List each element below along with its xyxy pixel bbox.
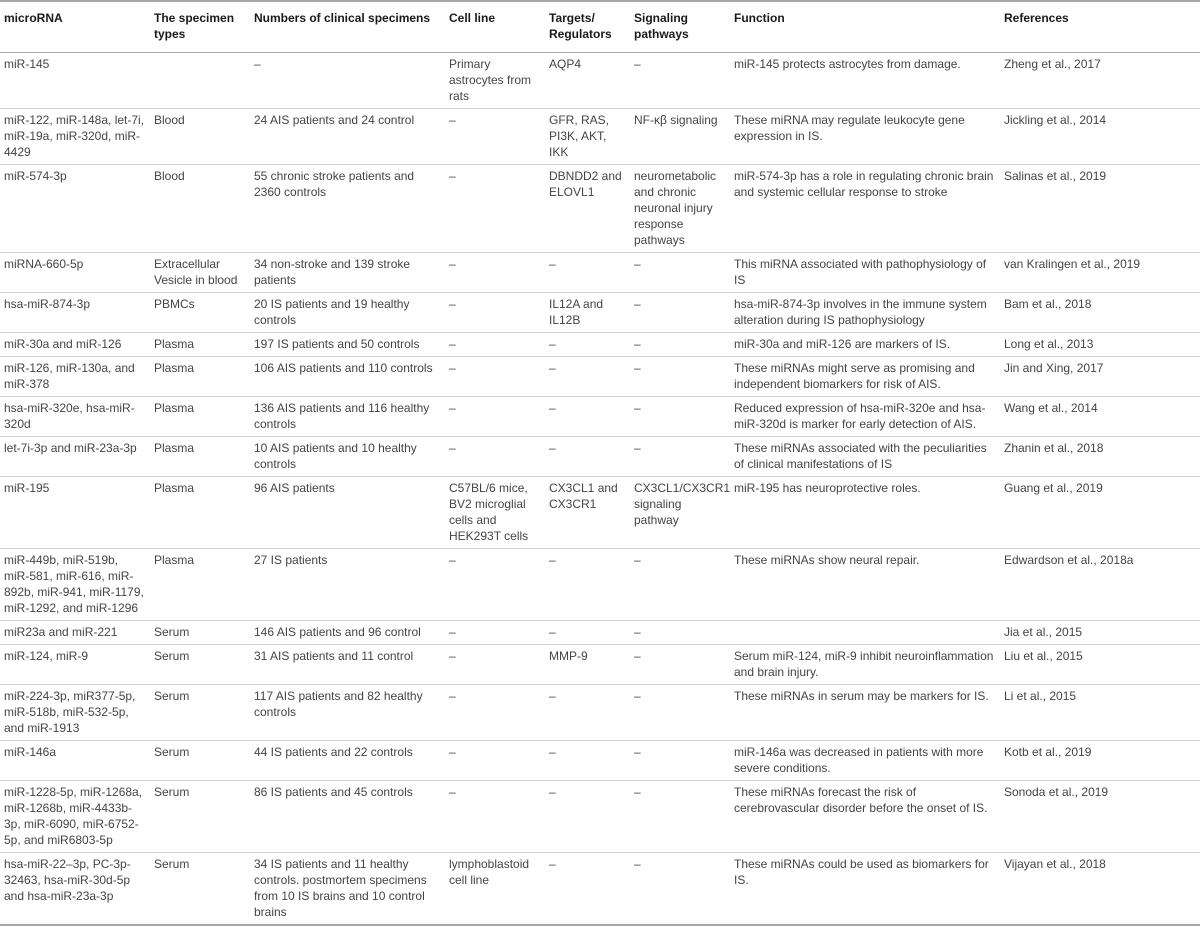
header-col-microrna: microRNA — [0, 1, 150, 53]
table-header-row — [0, 1, 1200, 53]
cell-col-clinical-specimens: 27 IS patients — [250, 549, 445, 621]
cell-col-signaling-pathways: – — [630, 397, 730, 437]
cell-col-references: Zhanin et al., 2018 — [1000, 437, 1200, 477]
cell-col-function: miR-146a was decreased in patients with more severe conditions. — [730, 741, 1000, 781]
cell-col-cell-line: – — [445, 253, 545, 293]
cell-col-specimen-types: Serum — [150, 741, 250, 781]
cell-col-specimen-types: Plasma — [150, 333, 250, 357]
cell-col-microrna: let-7i-3p and miR-23a-3p — [0, 437, 150, 477]
cell-col-clinical-specimens: 96 AIS patients — [250, 477, 445, 549]
cell-col-microrna: miR-195 — [0, 477, 150, 549]
cell-col-signaling-pathways: – — [630, 781, 730, 853]
cell-col-clinical-specimens: 34 IS patients and 11 healthy controls. postmortem specimens from 10 IS brains and 10 control brains — [250, 853, 445, 926]
cell-col-microrna: hsa-miR-874-3p — [0, 293, 150, 333]
cell-col-function: miR-195 has neuroprotective roles. — [730, 477, 1000, 549]
cell-col-targets-regulators: – — [545, 781, 630, 853]
cell-col-cell-line: – — [445, 293, 545, 333]
header-col-targets-regulators: Targets/ Regulators — [545, 1, 630, 53]
cell-col-microrna: miR-145 — [0, 53, 150, 109]
cell-col-cell-line: – — [445, 645, 545, 685]
cell-col-signaling-pathways: – — [630, 437, 730, 477]
cell-col-signaling-pathways: – — [630, 357, 730, 397]
cell-col-function: Serum miR-124, miR-9 inhibit neuroinflammation and brain injury. — [730, 645, 1000, 685]
cell-col-microrna: miR-574-3p — [0, 165, 150, 253]
cell-col-targets-regulators: IL12A and IL12B — [545, 293, 630, 333]
cell-col-cell-line: – — [445, 621, 545, 645]
cell-col-references: Sonoda et al., 2019 — [1000, 781, 1200, 853]
cell-col-clinical-specimens: 55 chronic stroke patients and 2360 controls — [250, 165, 445, 253]
table-row — [0, 477, 1200, 549]
cell-col-clinical-specimens: 24 AIS patients and 24 control — [250, 109, 445, 165]
cell-col-cell-line: – — [445, 549, 545, 621]
cell-col-specimen-types: Blood — [150, 109, 250, 165]
cell-col-cell-line: – — [445, 357, 545, 397]
cell-col-cell-line: – — [445, 437, 545, 477]
cell-col-references: Kotb et al., 2019 — [1000, 741, 1200, 781]
cell-col-cell-line: – — [445, 741, 545, 781]
cell-col-microrna: miR-224-3p, miR377-5p, miR-518b, miR-532-5p, and miR-1913 — [0, 685, 150, 741]
table-row — [0, 397, 1200, 437]
cell-col-specimen-types: Serum — [150, 621, 250, 645]
cell-col-targets-regulators: GFR, RAS, PI3K, AKT, IKK — [545, 109, 630, 165]
cell-col-clinical-specimens: 31 AIS patients and 11 control — [250, 645, 445, 685]
cell-col-references: van Kralingen et al., 2019 — [1000, 253, 1200, 293]
cell-col-function: These miRNAs associated with the peculiarities of clinical manifestations of IS — [730, 437, 1000, 477]
cell-col-specimen-types: Blood — [150, 165, 250, 253]
cell-col-microrna: miR-126, miR-130a, and miR-378 — [0, 357, 150, 397]
header-col-references: References — [1000, 1, 1200, 53]
table-body — [0, 53, 1200, 926]
table-row — [0, 741, 1200, 781]
cell-col-references: Jickling et al., 2014 — [1000, 109, 1200, 165]
cell-col-function: miR-145 protects astrocytes from damage. — [730, 53, 1000, 109]
cell-col-references: Wang et al., 2014 — [1000, 397, 1200, 437]
cell-col-specimen-types: PBMCs — [150, 293, 250, 333]
cell-col-microrna: miR-124, miR-9 — [0, 645, 150, 685]
cell-col-targets-regulators: – — [545, 549, 630, 621]
cell-col-clinical-specimens: 117 AIS patients and 82 healthy controls — [250, 685, 445, 741]
cell-col-targets-regulators: MMP-9 — [545, 645, 630, 685]
cell-col-function: These miRNAs in serum may be markers for IS. — [730, 685, 1000, 741]
cell-col-references: Zheng et al., 2017 — [1000, 53, 1200, 109]
cell-col-cell-line: – — [445, 397, 545, 437]
table-row — [0, 549, 1200, 621]
table-row — [0, 621, 1200, 645]
cell-col-signaling-pathways: neurometabolic and chronic neuronal injury response pathways — [630, 165, 730, 253]
table-row — [0, 109, 1200, 165]
cell-col-clinical-specimens: 146 AIS patients and 96 control — [250, 621, 445, 645]
cell-col-specimen-types: Serum — [150, 853, 250, 926]
cell-col-microrna: miR23a and miR-221 — [0, 621, 150, 645]
cell-col-specimen-types: Serum — [150, 781, 250, 853]
cell-col-signaling-pathways: – — [630, 333, 730, 357]
table-row — [0, 645, 1200, 685]
cell-col-specimen-types: Plasma — [150, 437, 250, 477]
cell-col-clinical-specimens: 136 AIS patients and 116 healthy controls — [250, 397, 445, 437]
cell-col-cell-line: – — [445, 109, 545, 165]
cell-col-function: These miRNAs could be used as biomarkers for IS. — [730, 853, 1000, 926]
cell-col-signaling-pathways: – — [630, 549, 730, 621]
cell-col-references: Guang et al., 2019 — [1000, 477, 1200, 549]
cell-col-specimen-types: Plasma — [150, 357, 250, 397]
cell-col-references: Liu et al., 2015 — [1000, 645, 1200, 685]
header-col-clinical-specimens: Numbers of clinical specimens — [250, 1, 445, 53]
cell-col-specimen-types: Serum — [150, 685, 250, 741]
cell-col-references: Long et al., 2013 — [1000, 333, 1200, 357]
cell-col-signaling-pathways: – — [630, 741, 730, 781]
cell-col-cell-line: Primary astrocytes from rats — [445, 53, 545, 109]
cell-col-targets-regulators: CX3CL1 and CX3CR1 — [545, 477, 630, 549]
table-row — [0, 781, 1200, 853]
cell-col-specimen-types: Plasma — [150, 549, 250, 621]
cell-col-targets-regulators: – — [545, 853, 630, 926]
cell-col-cell-line: – — [445, 165, 545, 253]
cell-col-targets-regulators: DBNDD2 and ELOVL1 — [545, 165, 630, 253]
cell-col-specimen-types: Plasma — [150, 477, 250, 549]
cell-col-signaling-pathways: – — [630, 621, 730, 645]
header-col-specimen-types: The specimen types — [150, 1, 250, 53]
cell-col-function: miR-30a and miR-126 are markers of IS. — [730, 333, 1000, 357]
cell-col-targets-regulators: – — [545, 333, 630, 357]
cell-col-function: These miRNA may regulate leukocyte gene expression in IS. — [730, 109, 1000, 165]
cell-col-specimen-types: Plasma — [150, 397, 250, 437]
cell-col-function: hsa-miR-874-3p involves in the immune system alteration during IS pathophysiology — [730, 293, 1000, 333]
cell-col-signaling-pathways: NF-κβ signaling — [630, 109, 730, 165]
cell-col-targets-regulators: – — [545, 621, 630, 645]
cell-col-references: Edwardson et al., 2018a — [1000, 549, 1200, 621]
cell-col-clinical-specimens: – — [250, 53, 445, 109]
cell-col-cell-line: C57BL/6 mice, BV2 microglial cells and HEK293T cells — [445, 477, 545, 549]
cell-col-targets-regulators: – — [545, 253, 630, 293]
cell-col-microrna: miR-146a — [0, 741, 150, 781]
cell-col-signaling-pathways: – — [630, 53, 730, 109]
cell-col-microrna: miR-449b, miR-519b, miR-581, miR-616, miR-892b, miR-941, miR-1179, miR-1292, and miR-1296 — [0, 549, 150, 621]
cell-col-function: This miRNA associated with pathophysiology of IS — [730, 253, 1000, 293]
header-col-function: Function — [730, 1, 1000, 53]
cell-col-clinical-specimens: 197 IS patients and 50 controls — [250, 333, 445, 357]
cell-col-clinical-specimens: 106 AIS patients and 110 controls — [250, 357, 445, 397]
cell-col-clinical-specimens: 34 non-stroke and 139 stroke patients — [250, 253, 445, 293]
cell-col-microrna: hsa-miR-320e, hsa-miR-320d — [0, 397, 150, 437]
table-row — [0, 253, 1200, 293]
cell-col-signaling-pathways: – — [630, 853, 730, 926]
cell-col-cell-line: lymphoblastoid cell line — [445, 853, 545, 926]
cell-col-function: miR-574-3p has a role in regulating chronic brain and systemic cellular response to stroke — [730, 165, 1000, 253]
cell-col-specimen-types: Serum — [150, 645, 250, 685]
cell-col-microrna: hsa-miR-22–3p, PC-3p-32463, hsa-miR-30d-5p and hsa-miR-23a-3p — [0, 853, 150, 926]
cell-col-signaling-pathways: – — [630, 293, 730, 333]
cell-col-specimen-types — [150, 53, 250, 109]
cell-col-targets-regulators: – — [545, 741, 630, 781]
cell-col-references: Li et al., 2015 — [1000, 685, 1200, 741]
cell-col-microrna: miR-1228-5p, miR-1268a, miR-1268b, miR-4433b-3p, miR-6090, miR-6752-5p, and miR6803-5p — [0, 781, 150, 853]
table-row — [0, 437, 1200, 477]
cell-col-clinical-specimens: 86 IS patients and 45 controls — [250, 781, 445, 853]
cell-col-function: Reduced expression of hsa-miR-320e and hsa-miR-320d is marker for early detection of AIS. — [730, 397, 1000, 437]
table-row — [0, 293, 1200, 333]
cell-col-references: Jia et al., 2015 — [1000, 621, 1200, 645]
cell-col-function: These miRNAs show neural repair. — [730, 549, 1000, 621]
cell-col-clinical-specimens: 20 IS patients and 19 healthy controls — [250, 293, 445, 333]
cell-col-targets-regulators: – — [545, 397, 630, 437]
header-col-signaling-pathways: Signaling pathways — [630, 1, 730, 53]
cell-col-references: Jin and Xing, 2017 — [1000, 357, 1200, 397]
cell-col-signaling-pathways: – — [630, 253, 730, 293]
cell-col-cell-line: – — [445, 781, 545, 853]
cell-col-targets-regulators: – — [545, 437, 630, 477]
cell-col-clinical-specimens: 44 IS patients and 22 controls — [250, 741, 445, 781]
header-col-cell-line: Cell line — [445, 1, 545, 53]
cell-col-targets-regulators: – — [545, 357, 630, 397]
cell-col-references: Salinas et al., 2019 — [1000, 165, 1200, 253]
cell-col-cell-line: – — [445, 685, 545, 741]
table-row — [0, 685, 1200, 741]
cell-col-signaling-pathways: – — [630, 685, 730, 741]
table-row — [0, 333, 1200, 357]
cell-col-specimen-types: Extracellular Vesicle in blood — [150, 253, 250, 293]
cell-col-function — [730, 621, 1000, 645]
table-row — [0, 53, 1200, 109]
table-row — [0, 165, 1200, 253]
cell-col-references: Bam et al., 2018 — [1000, 293, 1200, 333]
cell-col-function: These miRNAs forecast the risk of cerebrovascular disorder before the onset of IS. — [730, 781, 1000, 853]
cell-col-microrna: miR-30a and miR-126 — [0, 333, 150, 357]
cell-col-signaling-pathways: – — [630, 645, 730, 685]
table-row — [0, 357, 1200, 397]
cell-col-targets-regulators: AQP4 — [545, 53, 630, 109]
cell-col-microrna: miRNA-660-5p — [0, 253, 150, 293]
cell-col-microrna: miR-122, miR-148a, let-7i, miR-19a, miR-320d, miR-4429 — [0, 109, 150, 165]
cell-col-targets-regulators: – — [545, 685, 630, 741]
cell-col-clinical-specimens: 10 AIS patients and 10 healthy controls — [250, 437, 445, 477]
cell-col-references: Vijayan et al., 2018 — [1000, 853, 1200, 926]
cell-col-function: These miRNAs might serve as promising and independent biomarkers for risk of AIS. — [730, 357, 1000, 397]
cell-col-signaling-pathways: CX3CL1/CX3CR1 signaling pathway — [630, 477, 730, 549]
cell-col-cell-line: – — [445, 333, 545, 357]
table-row — [0, 853, 1200, 926]
